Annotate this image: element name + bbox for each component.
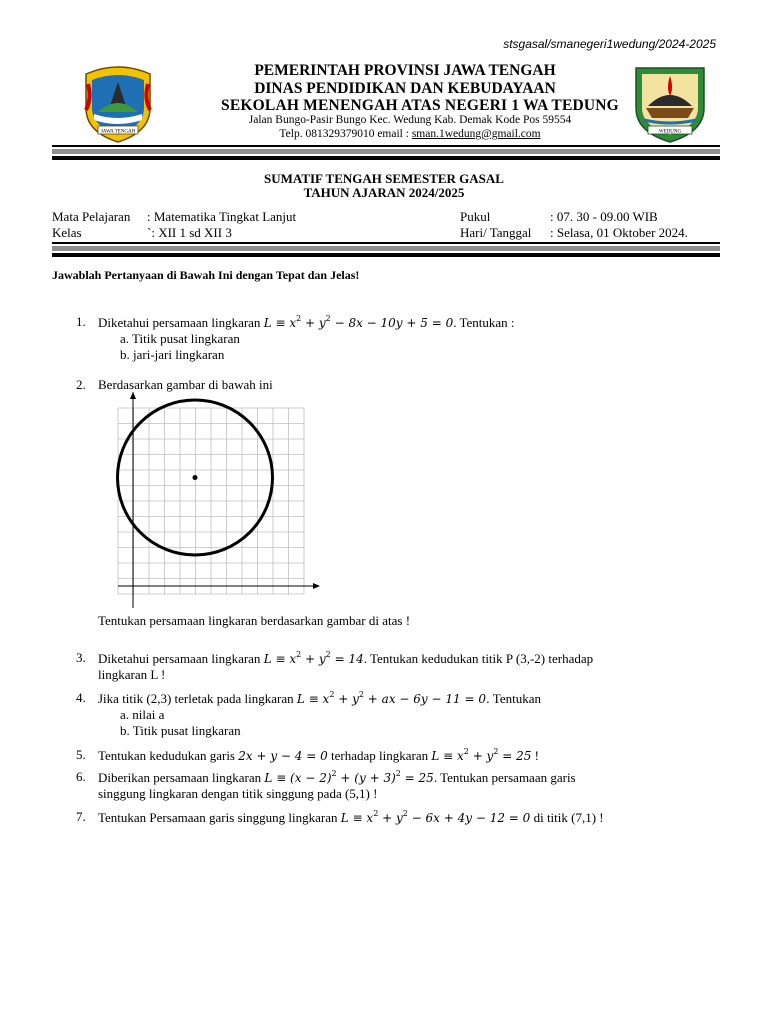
line-equation: 2x + y − 4 = 0: [238, 749, 328, 763]
subject-value: : Matematika Tingkat Lanjut: [147, 209, 297, 224]
email-link[interactable]: sman.1wedung@gmail.com: [411, 128, 541, 140]
question-4: 4. Jika titik (2,3) terletak pada lingkaran $L \equiv x^2 + y^2$ + ax − 6y − 11 = 0. Tentukan: [76, 690, 541, 706]
question-2: 2. Berdasarkan gambar di bawah ini: [76, 377, 273, 392]
question-4-part-b: b. Titik pusat lingkaran: [120, 723, 241, 738]
equation: $L \equiv (x - 2)^2 + (y + 3)^2 = 25$: [264, 769, 434, 785]
header-line-2: DINAS PENDIDIKAN DAN KEBUDAYAAN: [254, 80, 556, 97]
question-number: 3.: [76, 650, 86, 665]
exam-title: SUMATIF TENGAH SEMESTER GASAL: [264, 171, 504, 186]
x-axis-arrow: [313, 583, 320, 589]
time-value: : 07. 30 - 09.00 WIB: [550, 209, 658, 224]
school-address: Jalan Bungo-Pasir Bungo Kec. Wedung Kab. Demak Kode Pos 59554: [248, 114, 572, 126]
equation: $L \equiv x^2 + y^2 = 25$: [431, 747, 532, 763]
time-label: Pukul: [460, 209, 491, 224]
subject-label: Mata Pelajaran: [52, 209, 131, 224]
question-5: 5. Tentukan kedudukan garis 2x + y − 4 = 0 terhadap lingkaran $L \equiv x^2 + y^2 = 25$ !: [76, 747, 539, 763]
right-logo-text: WEDUNG: [658, 129, 682, 135]
document-id: stsgasal/smanegeri1wedung/2024-2025: [503, 37, 716, 51]
equation: $L \equiv x^2 + y^2 - 6x + 4y - 12 = 0$: [340, 809, 531, 825]
info-rule-top: [52, 242, 720, 244]
left-logo-text: JAWA TENGAH: [100, 129, 136, 135]
school-contact: [160, 128, 660, 140]
equation: $L \equiv x^2 + y^2 - 8x - 10y + 5 = 0$: [263, 314, 454, 330]
info-rule-bottom: [52, 253, 720, 257]
class-value: `: XII 1 sd XII 3: [147, 225, 232, 240]
question-4-part-a: a. nilai a: [120, 707, 165, 722]
circle-center-point: [193, 475, 198, 480]
grid-lines: [118, 408, 304, 594]
question-1-part-b: b. jari-jari lingkaran: [120, 347, 225, 362]
header-rule-gray: [52, 149, 720, 154]
question-6: 6. Diberikan persamaan lingkaran $L \equiv (x - 2)^2 + (y + 3)^2 = 25$. Tentukan persamaan garis: [76, 769, 576, 785]
y-axis-arrow: [130, 392, 136, 399]
class-label: Kelas: [52, 225, 82, 240]
equation: $L \equiv x^2 + y^2 = 14$: [263, 650, 364, 666]
question-number: 7.: [76, 809, 86, 824]
question-3-line-2: lingkaran L !: [98, 667, 166, 682]
question-6-line-2: singgung lingkaran dengan titik singgung pada (5,1) !: [98, 786, 378, 801]
central-java-emblem-logo: [78, 64, 158, 144]
question-number: 2.: [76, 377, 86, 392]
equation: $L \equiv x^2 + y^2$ + ax − 6y − 11 = 0.: [296, 690, 490, 706]
question-3: 3. Diketahui persamaan lingkaran $L \equiv x^2 + y^2 = 14$. Tentukan kedudukan titik P (3,-2) terhadap: [76, 650, 594, 666]
exam-year: TAHUN AJARAN 2024/2025: [303, 185, 465, 200]
phone-label: Telp. 081329379010 email :: [279, 128, 412, 140]
question-number: 5.: [76, 747, 86, 762]
question-1-part-a: a. Titik pusat lingkaran: [120, 331, 240, 346]
header-line-1: PEMERINTAH PROVINSI JAWA TENGAH: [254, 62, 556, 79]
question-number: 1.: [76, 314, 86, 329]
circle-figure: [108, 392, 328, 612]
date-label: Hari/ Tanggal: [460, 225, 532, 240]
instruction: Jawablah Pertanyaan di Bawah Ini dengan Tepat dan Jelas!: [52, 268, 360, 282]
question-1: 1. Diketahui persamaan lingkaran $L \equiv x^2 + y^2 - 8x - 10y + 5 = 0$. Tentukan :: [76, 314, 515, 330]
question-2-prompt: Tentukan persamaan lingkaran berdasarkan gambar di atas !: [98, 613, 411, 628]
date-value: : Selasa, 01 Oktober 2024.: [550, 225, 688, 240]
question-number: 6.: [76, 769, 86, 784]
question-7: 7. Tentukan Persamaan garis singgung lingkaran $L \equiv x^2 + y^2 - 6x + 4y - 12 = 0$ di titik (7,1) !: [76, 809, 604, 825]
info-rule-gray: [52, 246, 720, 251]
header-rule-bottom: [52, 156, 720, 160]
header-rule-top: [52, 145, 720, 147]
question-number: 4.: [76, 690, 86, 705]
school-name: SEKOLAH MENENGAH ATAS NEGERI 1 WA TEDUNG: [221, 97, 619, 114]
